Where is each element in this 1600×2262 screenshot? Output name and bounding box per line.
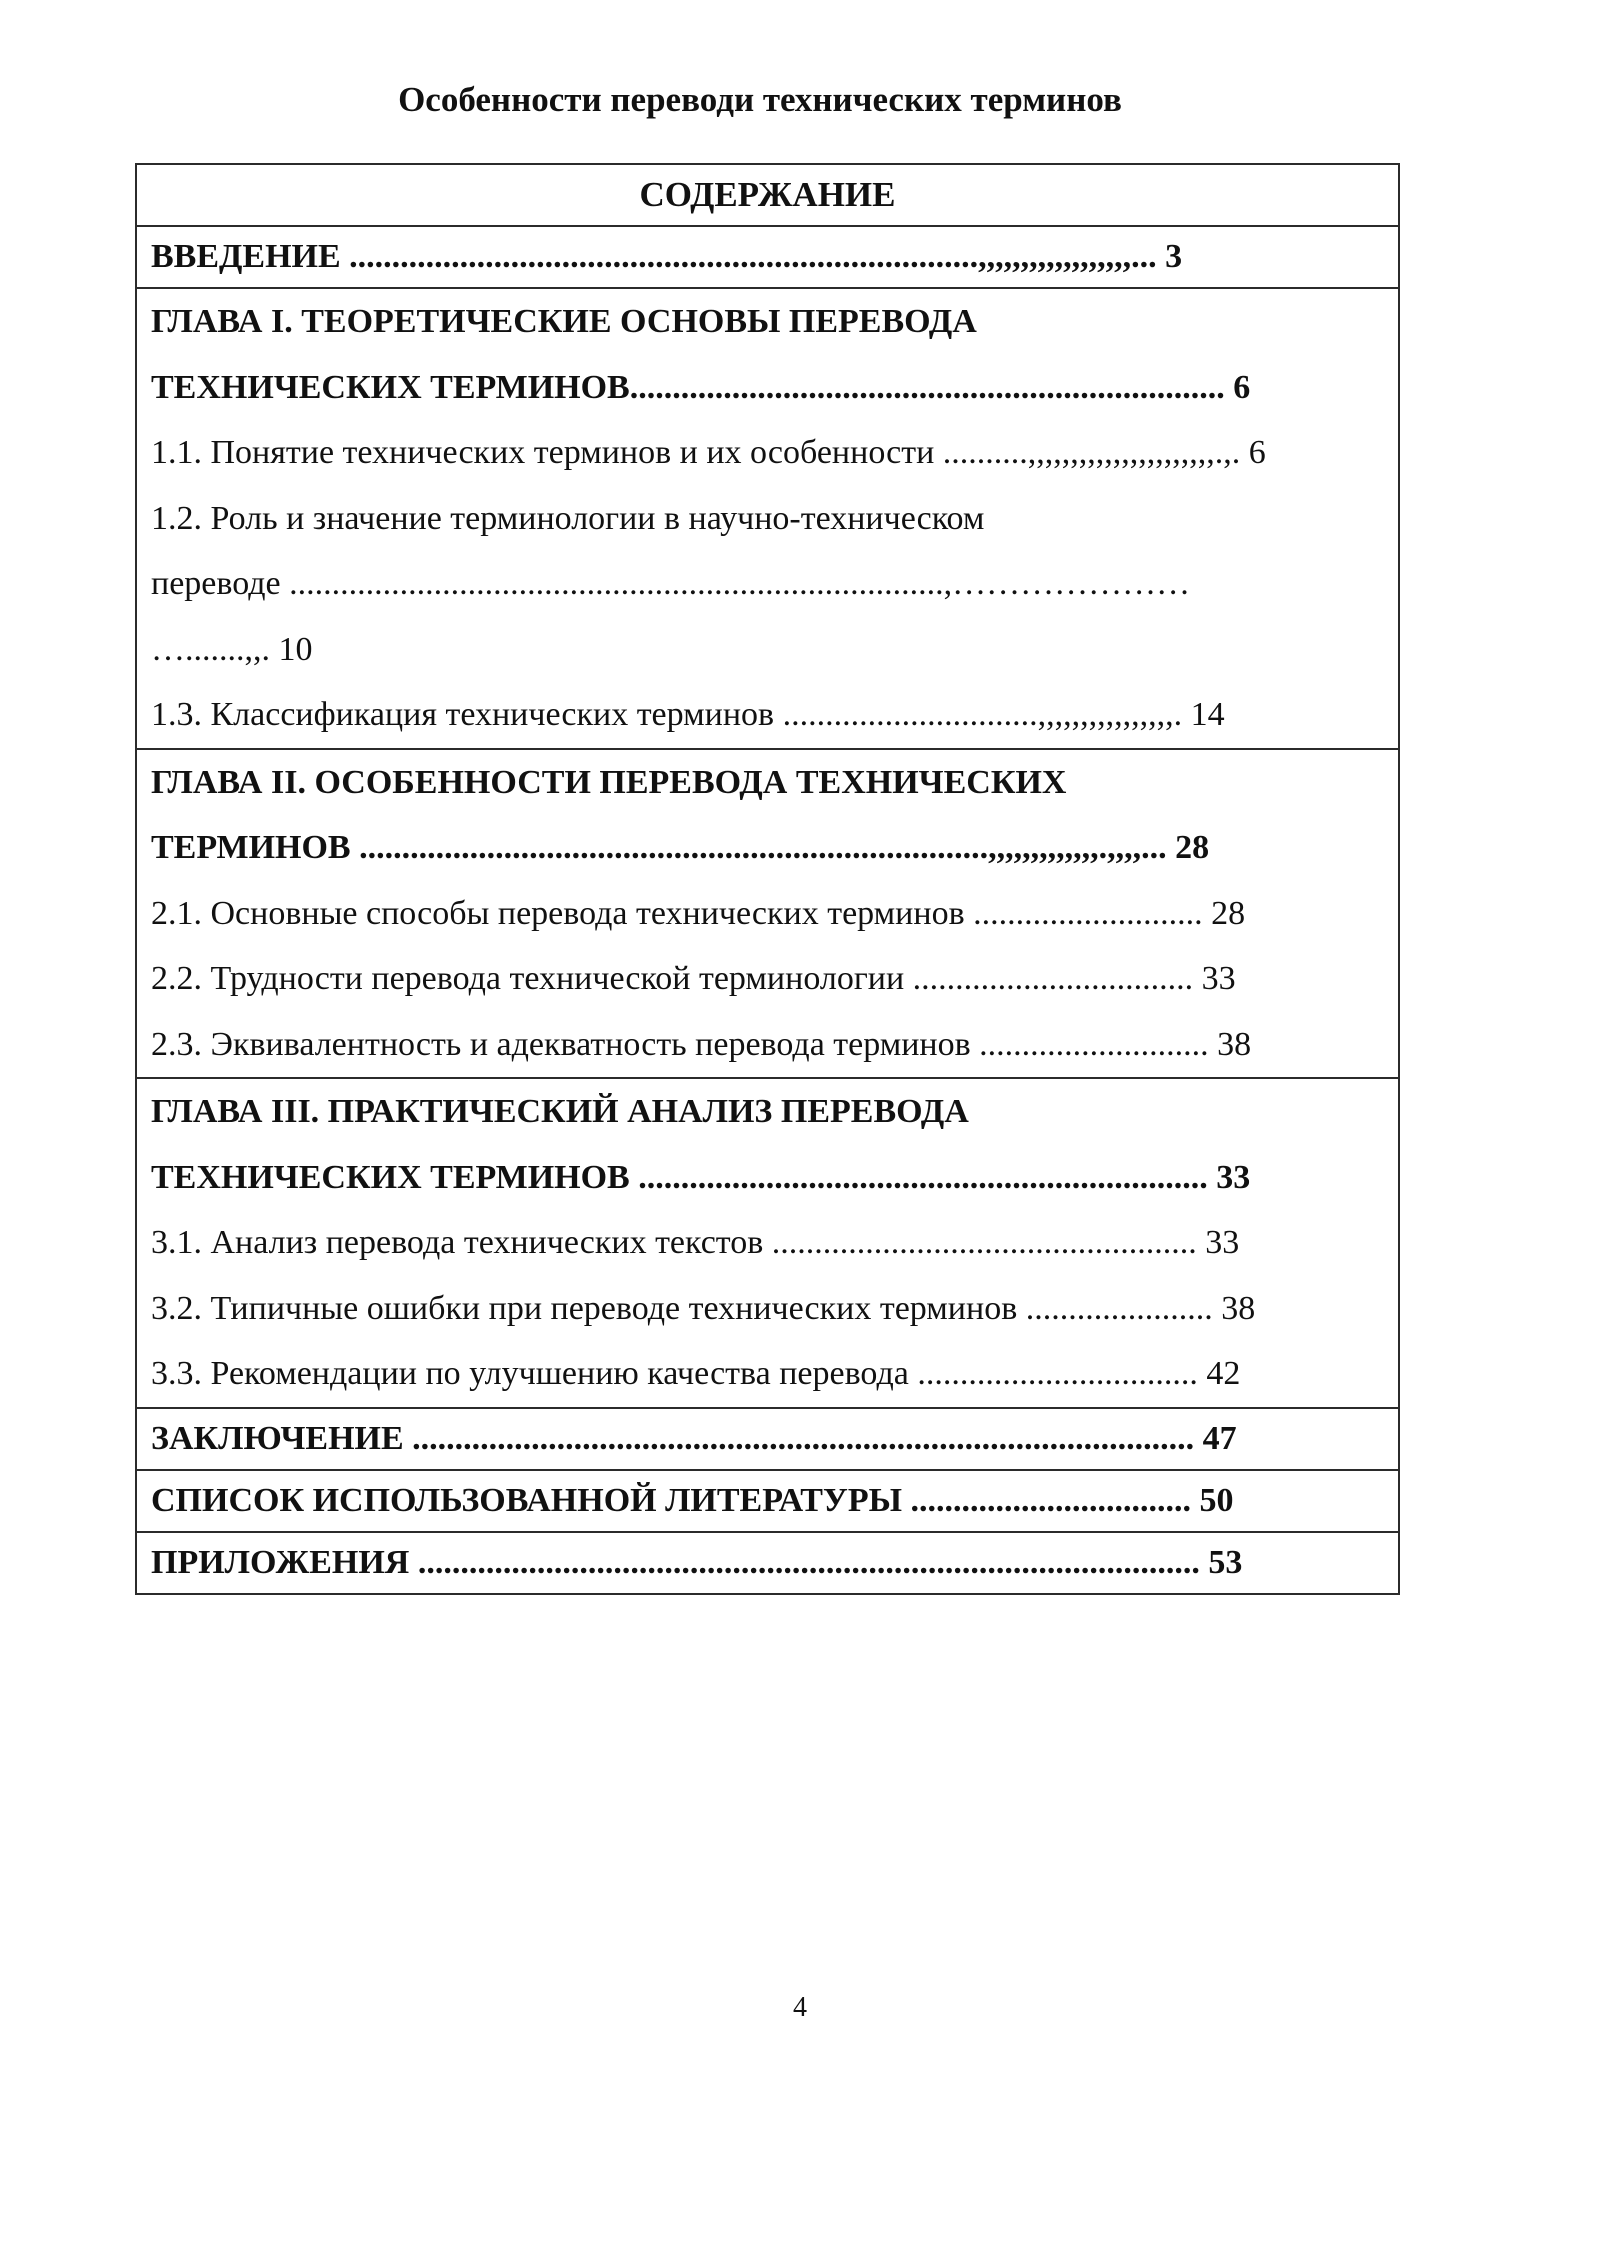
toc-appendices-row	[136, 1532, 1399, 1594]
toc-entry-1-3[interactable]: 1.3. Классификация технических терминов ..............................,,,,,,,,,,,,,,,,. 14	[151, 696, 1225, 733]
toc-entry-3-1[interactable]: 3.1. Анализ перевода технических текстов .................................................. 33	[151, 1224, 1240, 1261]
toc-entry-2-1[interactable]: 2.1. Основные способы перевода технических терминов ........................... 28	[151, 894, 1246, 932]
toc-conclusion-row	[136, 1408, 1399, 1470]
toc-entry-3-3[interactable]: 3.3. Рекомендации по улучшению качества перевода ................................. 42	[151, 1355, 1241, 1392]
toc-chapter3-title-line2[interactable]: ТЕХНИЧЕСКИХ ТЕРМИНОВ ................................................................... 33	[151, 1158, 1251, 1196]
toc-entry-bibliography[interactable]: СПИСОК ИСПОЛЬЗОВАННОЙ ЛИТЕРАТУРЫ ................................. 50	[151, 1481, 1234, 1519]
toc-chapter2-title-line2[interactable]: ТЕРМИНОВ ..........................................................................,,,,,,,,,,,,,.,,,,... 28	[151, 829, 1210, 866]
document-title: Особенности переводи технических терминов	[398, 80, 1122, 119]
toc-chapter3-title-line1[interactable]: ГЛАВА III. ПРАКТИЧЕСКИЙ АНАЛИЗ ПЕРЕВОДА	[151, 1093, 969, 1130]
toc-entry-intro[interactable]: ВВЕДЕНИЕ ..........................................................................,,,,,,,,,,,,,,,,,,... 3	[151, 238, 1183, 275]
toc-entry-3-2[interactable]: 3.2. Типичные ошибки при переводе технических терминов ...................... 38	[151, 1289, 1256, 1327]
toc-entry-2-3[interactable]: 2.3. Эквивалентность и адекватность перевода терминов ........................... 38	[151, 1025, 1252, 1063]
toc-entry-1-2-line1[interactable]: 1.2. Роль и значение терминологии в научно-техническом	[151, 499, 985, 537]
toc-entry-2-2[interactable]: 2.2. Трудности перевода технической терминологии ................................. 33	[151, 960, 1236, 997]
toc-entry-1-2-line2[interactable]: переводе .............................................................................,…………………	[151, 565, 1191, 602]
toc-bibliography-row	[136, 1470, 1399, 1532]
toc-entry-appendices[interactable]: ПРИЛОЖЕНИЯ ............................................................................................ 53	[151, 1543, 1243, 1581]
table-of-contents	[135, 163, 1400, 1595]
toc-entry-1-1[interactable]: 1.1. Понятие технических терминов и их особенности ..........,,,,,,,,,,,,,,,,,,,,,,.,. 6	[151, 434, 1266, 471]
toc-chapter2-title-line1[interactable]: ГЛАВА II. ОСОБЕННОСТИ ПЕРЕВОДА ТЕХНИЧЕСКИХ	[151, 763, 1067, 801]
page-number: 4	[793, 1992, 807, 2023]
toc-entry-conclusion[interactable]: ЗАКЛЮЧЕНИЕ ............................................................................................ 47	[151, 1419, 1237, 1457]
toc-chapter1-title-line2[interactable]: ТЕХНИЧЕСКИХ ТЕРМИНОВ...................................................................... 6	[151, 368, 1251, 406]
toc-intro-row	[136, 226, 1399, 288]
toc-chapter1-title-line1[interactable]: ГЛАВА I. ТЕОРЕТИЧЕСКИЕ ОСНОВЫ ПЕРЕВОДА	[151, 303, 977, 340]
toc-heading: СОДЕРЖАНИЕ	[136, 164, 1399, 226]
toc-chapter3-row	[136, 1078, 1399, 1408]
toc-chapter1-row	[136, 288, 1399, 749]
toc-heading-row	[136, 164, 1399, 226]
toc-entry-1-2-line3[interactable]: ….......,,. 10	[151, 630, 313, 668]
toc-chapter2-row	[136, 749, 1399, 1079]
